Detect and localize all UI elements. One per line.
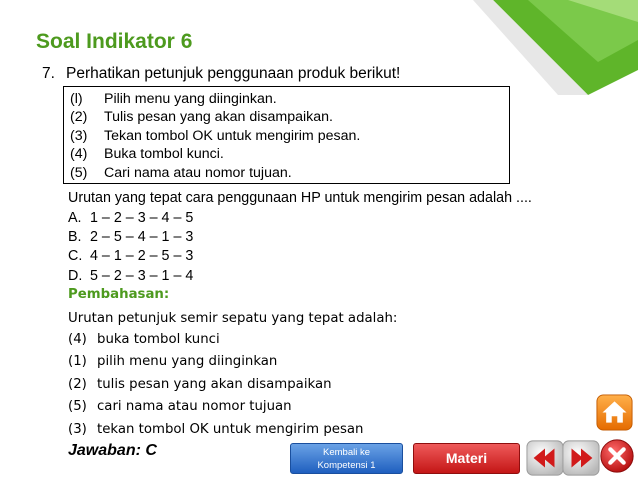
instruction-step: (3) Tekan tombol OK untuk mengirim pesan. [70, 127, 361, 144]
question-number: 7. [42, 65, 55, 82]
answer-option-d: D. 5 – 2 – 3 – 1 – 4 [68, 267, 194, 284]
close-icon[interactable] [598, 437, 636, 475]
instruction-box [63, 86, 510, 184]
back-button-line1: Kembali ke [323, 447, 370, 458]
explanation-step: (5) cari nama atau nomor tujuan [68, 399, 292, 415]
back-to-competency-button[interactable] [290, 443, 403, 474]
next-icon[interactable] [562, 439, 600, 477]
back-button-line2: Kompetensi 1 [317, 460, 376, 471]
home-icon[interactable] [596, 394, 633, 431]
explanation-step: (1) pilih menu yang diinginkan [68, 354, 278, 370]
answer-key: Jawaban: C [68, 442, 157, 459]
explanation-heading: Pembahasan: [68, 287, 170, 302]
answer-option-b: B. 2 – 5 – 4 – 1 – 3 [68, 229, 194, 246]
question-stem: Perhatikan petunjuk penggunaan produk berikut! [66, 65, 401, 82]
answer-option-a: A. 1 – 2 – 3 – 4 – 5 [68, 210, 194, 226]
explanation-intro: Urutan petunjuk semir sepatu yang tepat adalah: [68, 311, 398, 326]
question-text [42, 65, 400, 83]
answer-option-c: C. 4 – 1 – 2 – 5 – 3 [68, 248, 194, 265]
instruction-step: (4) Buka tombol kunci. [70, 146, 224, 163]
explanation-step: (2) tulis pesan yang akan disampaikan [68, 376, 332, 392]
previous-icon[interactable] [526, 439, 564, 477]
explanation-step: (3) tekan tombol OK untuk mengirim pesan [68, 421, 364, 437]
corner-decoration [438, 0, 638, 95]
instruction-step: (l) Pilih menu yang diinginkan. [70, 91, 277, 107]
slide-title: Soal Indikator 6 [36, 30, 193, 53]
instruction-step: (5) Cari nama atau nomor tujuan. [70, 164, 292, 181]
explanation-body [68, 308, 397, 441]
question-prompt: Urutan yang tepat cara penggunaan HP untuk mengirim pesan adalah .... [68, 190, 532, 206]
instruction-step: (2) Tulis pesan yang akan disampaikan. [70, 109, 333, 126]
explanation-step: (4) buka tombol kunci [68, 332, 220, 347]
answer-options [68, 209, 193, 286]
materi-button[interactable]: Materi [413, 443, 520, 474]
